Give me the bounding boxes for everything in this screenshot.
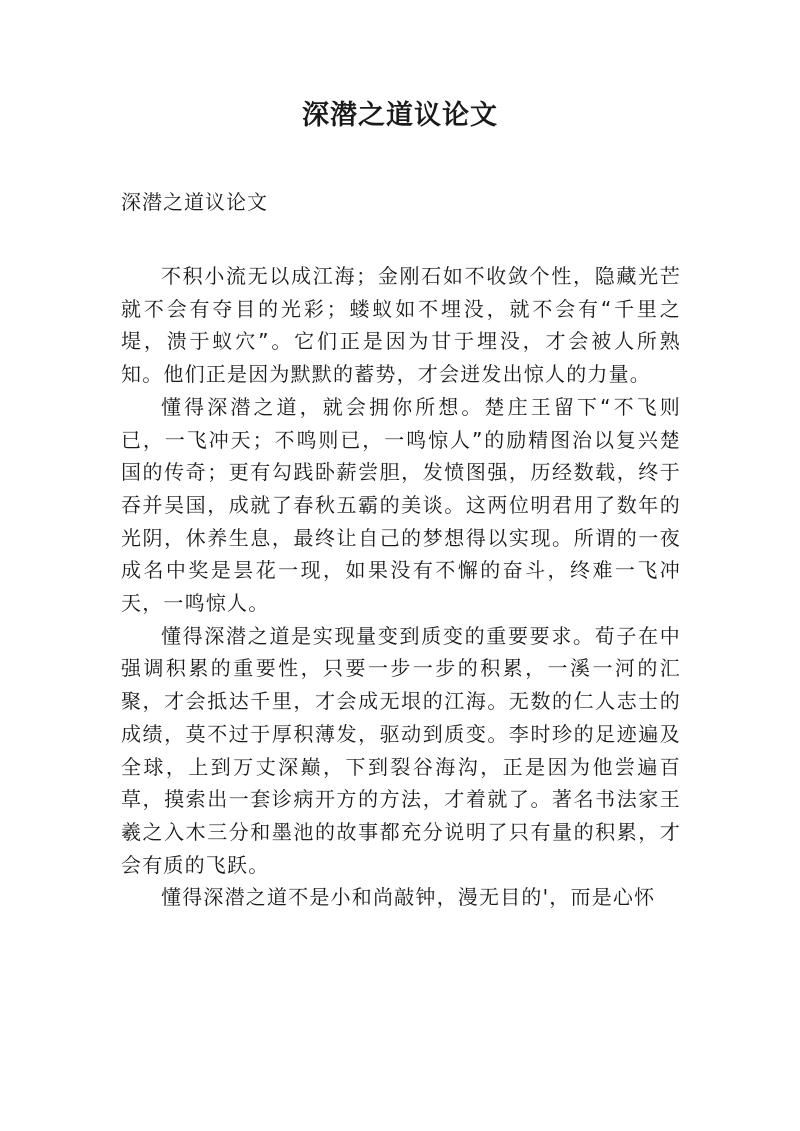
paragraph: 懂得深潜之道是实现量变到质变的重要要求。荀子在中强调积累的重要性，只要一步一步的积累，一溪一河的汇聚，才会抵达千里，才会成无垠的江海。无数的仁人志士的成绩，莫不过于厚积薄发，驱动到质变。李时珍的足迹遍及全球，上到万丈深巅，下到裂谷海沟，正是因为他尝遍百草，摸索出一套诊病开方的方法，才着就了。著名书法家王羲之入木三分和墨池的故事都充分说明了只有量的积累，才会有质的飞跃。: [121, 623, 681, 877]
document-title: 深潜之道议论文: [302, 100, 498, 131]
paragraph: 懂得深潜之道不是小和尚敲钟，漫无目的'，而是心怀: [161, 885, 656, 910]
paragraph: 懂得深潜之道，就会拥你所想。楚庄王留下“不飞则已，一飞冲天；不鸣则已，一鸣惊人”的励精图治以复兴楚国的传奇；更有勾践卧薪尝胆，发愤图强，历经数载，终于吞并吴国，成就了春秋五霸的美谈。这两位明君用了数年的光阴，休养生息，最终让自己的梦想得以实现。所谓的一夜成名中奖是昙花一现，如果没有不懈的奋斗，终难一飞冲天，一鸣惊人。: [121, 394, 681, 616]
document-body: [121, 260, 681, 914]
document-subtitle: 深潜之道议论文: [121, 190, 268, 214]
paragraph: 不积小流无以成江海；金刚石如不收敛个性，隐藏光芒就不会有夺目的光彩；蝼蚁如不埋没，就不会有“千里之堤，溃于蚁穴”。它们正是因为甘于埋没，才会被人所熟知。他们正是因为默默的蓄势，才会迸发出惊人的力量。: [121, 264, 681, 387]
